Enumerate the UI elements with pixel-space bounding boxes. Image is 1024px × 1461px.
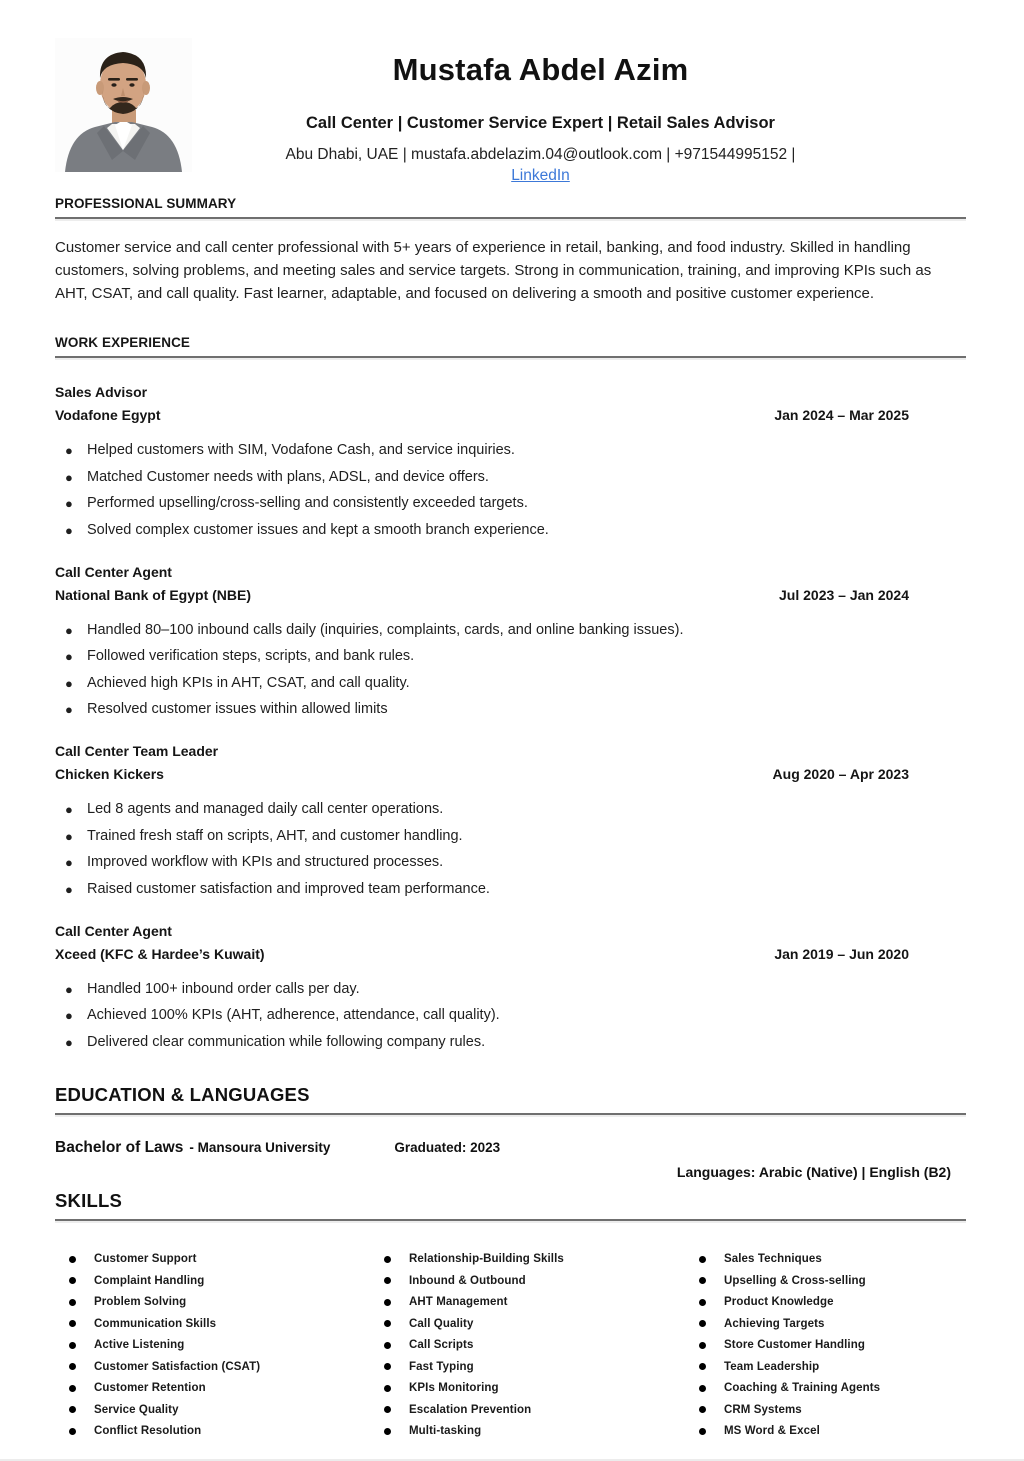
job-entry [55,384,966,538]
skill-item: Escalation Prevention [370,1403,685,1416]
languages-line: Languages: Arabic (Native) | English (B2) [676,1163,951,1180]
bullet-icon [69,1385,76,1392]
bullet-icon [699,1342,706,1349]
linkedin-link[interactable]: LinkedIn [511,167,570,184]
skill-item: Call Scripts [370,1339,685,1352]
job-company: National Bank of Egypt (NBE) [55,586,252,603]
job-bullet: ● Led 8 agents and managed daily call center operations. [65,801,444,817]
bullet-icon: ● [65,702,73,717]
skill-item: Store Customer Handling [685,1339,966,1352]
job-entry [55,564,966,718]
skill-item: Product Knowledge [685,1296,966,1309]
bullet-icon [699,1299,706,1306]
bullet-icon: ● [65,522,73,538]
job-dates: Aug 2020 – Apr 2023 [772,766,909,782]
job-dates: Jan 2019 – Jun 2020 [774,945,909,962]
bullet-icon [699,1256,706,1263]
bullet-icon [384,1277,391,1284]
job-bullet: ● Helped customers with SIM, Vodafone Cash, and service inquiries. [65,442,515,458]
skill-item: Sales Techniques [685,1253,966,1266]
school-name: - Mansoura University [189,1139,331,1155]
skill-item: KPIs Monitoring [370,1382,685,1395]
skill-item: Team Leadership [685,1360,966,1373]
job-entry [55,743,966,897]
section-title-professional-summary: PROFESSIONAL SUMMARY [55,196,966,219]
bullet-icon [69,1277,76,1284]
bullet-icon: ● [65,802,73,817]
job-bullet: ● Matched Customer needs with plans, ADSL, and device offers. [65,468,489,485]
bullet-icon: ● [65,675,73,691]
skill-item: MS Word & Excel [685,1425,966,1438]
bullet-icon: ● [65,1008,73,1023]
job-bullet: ● Handled 100+ inbound order calls per day. [65,980,360,997]
job-company-line [55,407,966,423]
job-role: Sales Advisor [55,384,148,400]
bullet-icon [384,1320,391,1327]
job-role: Call Center Agent [55,922,172,939]
bullet-icon [69,1299,76,1306]
skill-item: CRM Systems [685,1403,966,1416]
resume-header [55,0,966,185]
skill-item: Customer Support [55,1253,370,1266]
skills-column-2 [370,1253,685,1447]
bullet-icon [69,1428,76,1435]
job-company-line [55,587,966,603]
job-company-line [55,946,966,962]
skill-item: Call Quality [370,1317,685,1330]
bullet-icon [384,1385,391,1392]
bullet-icon [69,1406,76,1413]
section-title-skills: SKILLS [55,1190,966,1221]
candidate-name: Mustafa Abdel Azim [392,52,689,87]
job-dates: Jul 2023 – Jan 2024 [779,586,909,603]
bullet-icon: ● [65,496,73,511]
job-bullet: ● Performed upselling/cross-selling and consistently exceeded targets. [65,495,528,511]
bullet-icon [699,1385,706,1392]
job-bullet: ● Followed verification steps, scripts, and bank rules. [65,648,415,664]
bullet-icon: ● [65,622,73,638]
skills-column-1 [55,1253,370,1447]
contact-line: Abu Dhabi, UAE | mustafa.abdelazim.04@outlook.com | +971544995152 | [285,146,796,163]
graduation-year: Graduated: 2023 [394,1139,501,1155]
skill-item: Active Listening [55,1339,370,1352]
skills-grid [55,1253,966,1447]
job-bullet: ● Achieved high KPIs in AHT, CSAT, and call quality. [65,674,410,691]
bullet-icon [699,1406,706,1413]
skill-item: Customer Satisfaction (CSAT) [55,1360,370,1373]
bullet-icon [699,1428,706,1435]
bullet-icon [384,1299,391,1306]
bullet-icon [69,1363,76,1370]
education-entry [55,1139,966,1157]
skill-item: Service Quality [55,1403,370,1416]
job-company: Vodafone Egypt [55,407,161,423]
skill-item: Conflict Resolution [55,1425,370,1438]
bullet-icon [384,1363,391,1370]
bullet-icon: ● [65,855,73,870]
job-bullet-list [55,623,966,718]
skill-item: Coaching & Training Agents [685,1382,966,1395]
job-bullet: ● Delivered clear communication while following company rules. [65,1033,486,1050]
bullet-icon: ● [65,881,73,897]
skill-item: AHT Management [370,1296,685,1309]
job-bullet: ● Trained fresh staff on scripts, AHT, and customer handling. [65,827,463,844]
job-bullet: ● Handled 80–100 inbound calls daily (inquiries, complaints, cards, and online banking issues). [65,621,684,638]
job-entry [55,923,966,1050]
bullet-icon: ● [65,981,73,997]
bullet-icon: ● [65,469,73,485]
skill-item: Inbound & Outbound [370,1274,685,1287]
bullet-icon [384,1428,391,1435]
candidate-tagline: Call Center | Customer Service Expert | Retail Sales Advisor [306,114,775,132]
bullet-icon [699,1363,706,1370]
bullet-icon [69,1320,76,1327]
bullet-icon: ● [65,443,73,458]
job-bullet: ● Solved complex customer issues and kept a smooth branch experience. [65,521,549,538]
skills-column-3 [685,1253,966,1447]
bullet-icon [384,1256,391,1263]
job-bullet: ● Raised customer satisfaction and improved team performance. [65,880,490,897]
job-company-line [55,766,966,782]
skill-item: Complaint Handling [55,1274,370,1287]
job-bullet-list [55,443,966,538]
bullet-icon [699,1320,706,1327]
skill-item: Relationship-Building Skills [370,1253,685,1266]
degree-name: Bachelor of Laws [55,1138,184,1156]
job-company: Xceed (KFC & Hardee’s Kuwait) [55,945,265,962]
skill-item: Achieving Targets [685,1317,966,1330]
skill-item: Upselling & Cross-selling [685,1274,966,1287]
professional-summary-text: Customer service and call center professional with 5+ years of experience in retail, banking, and food industry. Skilled in handling customers, solving problems, and meeting sales and service targets. Strong in communication, training, and improving KPIs such as AHT, CSAT, and call quality. Fast learner, adaptable, and focused on delivering a smooth and positive customer experience. [55,239,932,302]
job-bullet-list [55,982,966,1050]
skill-item: Communication Skills [55,1317,370,1330]
bullet-icon: ● [65,649,73,664]
bullet-icon [384,1342,391,1349]
bullet-icon: ● [65,828,73,844]
bullet-icon: ● [65,1034,73,1050]
bullet-icon [69,1342,76,1349]
job-bullet: ● Resolved customer issues within allowed limits [65,701,388,717]
skill-item: Problem Solving [55,1296,370,1309]
job-role: Call Center Agent [55,563,172,580]
skill-item: Multi-tasking [370,1425,685,1438]
job-bullet: ● Achieved 100% KPIs (AHT, adherence, attendance, call quality). [65,1007,500,1023]
skill-item: Customer Retention [55,1382,370,1395]
job-role: Call Center Team Leader [55,743,219,759]
linkedin-row [115,167,966,185]
job-dates: Jan 2024 – Mar 2025 [774,407,909,423]
job-bullet: ● Improved workflow with KPIs and structured processes. [65,854,444,870]
section-title-work-experience: WORK EXPERIENCE [55,335,966,358]
bullet-icon [69,1256,76,1263]
section-title-education-languages: EDUCATION & LANGUAGES [55,1084,966,1115]
bullet-icon [699,1277,706,1284]
job-company: Chicken Kickers [55,766,164,782]
profile-photo [55,38,192,172]
skill-item: Fast Typing [370,1360,685,1373]
bullet-icon [384,1406,391,1413]
job-bullet-list [55,802,966,897]
